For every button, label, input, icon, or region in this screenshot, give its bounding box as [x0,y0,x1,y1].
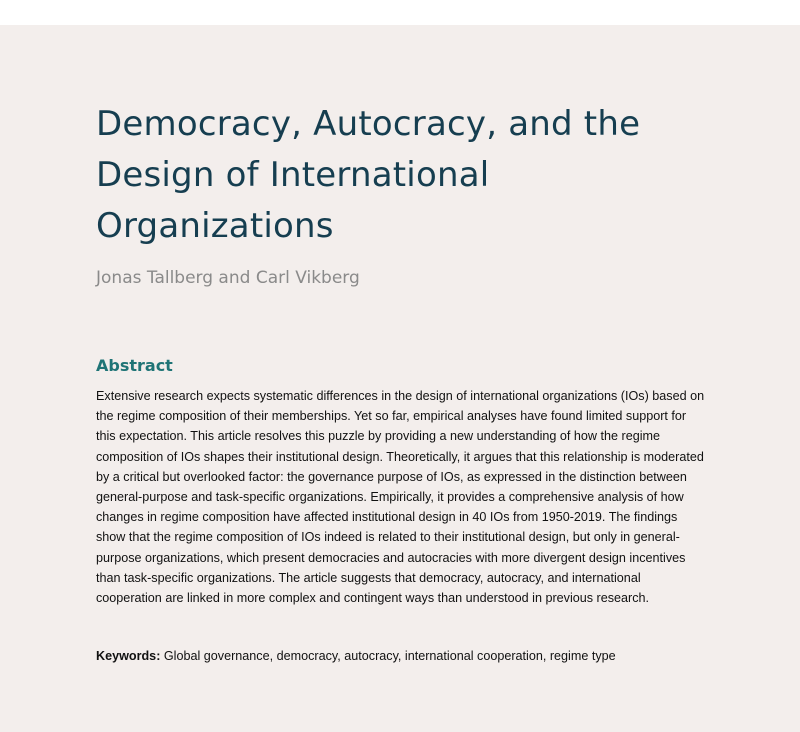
paper-authors: Jonas Tallberg and Carl Vikberg [96,268,360,288]
keywords-line [96,646,716,666]
abstract-text: Extensive research expects systematic differences in the design of international organizations (IOs) based on the regime composition of their memberships. Yet so far, empirical analyses have found limited support for this expectation. This article resolves this puzzle by providing a new understanding of how the regime composition of IOs shapes their institutional design. Theoretically, it argues that this relationship is moderated by a critical but overlooked factor: the governance purpose of IOs, as expressed in the distinction between general-purpose and task-specific organizations. Empirically, it provides a comprehensive analysis of how changes in regime composition have affected institutional design in 40 IOs from 1950-2019. The findings show that the regime composition of IOs indeed is related to their institutional design, but only in general-purpose organizations, which present democracies and autocracies with more divergent design incentives than task-specific organizations. The article suggests that democracy, autocracy, and international cooperation are linked in more complex and contingent ways than understood in previous research. [96,389,705,606]
keywords-label: Keywords: [96,649,161,663]
abstract-heading: Abstract [96,356,173,375]
paper-title: Democracy, Autocracy, and the Design of International Organizations [96,104,641,246]
keywords-list: Global governance, democracy, autocracy, international cooperation, regime type [163,649,616,663]
paper-page [0,25,800,732]
